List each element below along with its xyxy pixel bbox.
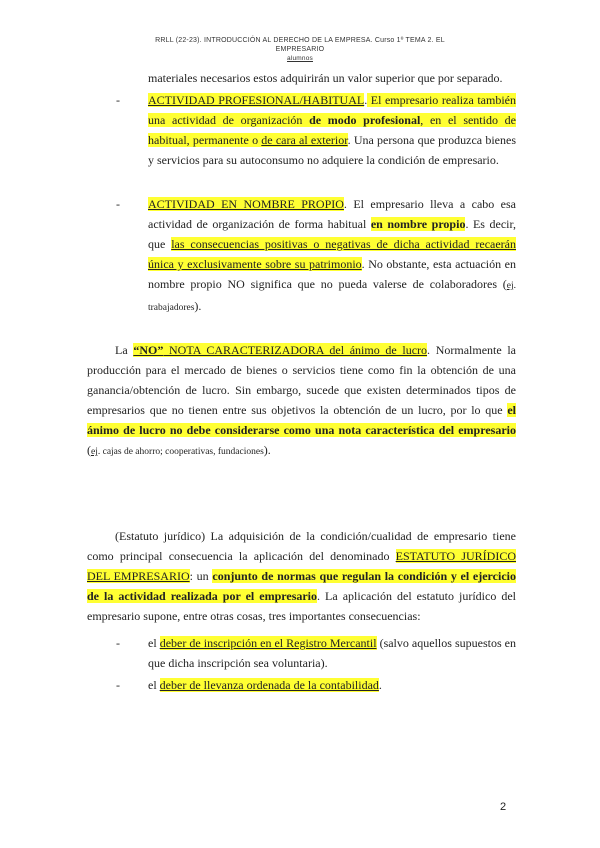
paragraph-estatuto-juridico: (Estatuto jurídico) La adquisición de la condición/cualidad de empresario tiene como principal consecuencia la aplicación del denominado ESTATUTO JURÍDICO DEL EMPRESARIO: un conjunto de normas que regulan la condición y el ejercicio de la actividad realizada por el empresario. La aplicación del estatuto jurídico del empresario supone, entre otras cosas, tres importantes consecuencias: [87, 529, 517, 623]
page-number: 2 [500, 801, 507, 813]
header-title: RRLL (22-23). INTRODUCCIÓN AL DERECHO DE LA EMPRESA. Curso 1º TEMA 2. EL EMPRESARIO [155, 37, 445, 53]
paragraph-continuation: materiales necesarios estos adquirirán un valor superior que por separado. [148, 71, 503, 85]
bullet-dash: - [116, 93, 120, 107]
bullet-actividad-nombre-propio: ACTIVIDAD EN NOMBRE PROPIO. El empresario lleva a cabo esa actividad de organización de forma habitual en nombre propio. Es decir, que las consecuencias positivas o negativas de dicha actividad recaerán única y exclusivamente sobre su patrimonio. No obstante, esta actuación en nombre propio NO significa que no pueda valerse de colaboradores (ej. trabajadores). [148, 197, 517, 313]
highlight-heading: ACTIVIDAD EN NOMBRE PROPIO [148, 197, 344, 211]
paragraph-animo-lucro: La “NO” NOTA CARACTERIZADORA del ánimo de lucro. Normalmente la producción para el mercado de bienes o servicios tiene como fin la obtención de una ganancia/obtención de lucro. Sin embargo, sucede que existen determinados tipos de empresarios que no tienen entre sus objetivos la obtención de un lucro, por lo que el ánimo de lucro no debe considerarse como una nota característica del empresario (ej. cajas de ahorro; cooperativas, fundaciones). [87, 343, 517, 457]
highlight-heading: ACTIVIDAD PROFESIONAL/HABITUAL [148, 93, 365, 107]
header-subtitle: alumnos [287, 55, 313, 62]
bullet-registro-mercantil: el deber de inscripción en el Registro Mercantil (salvo aquellos supuestos en que dicha inscripción sea voluntaria). [148, 636, 516, 670]
bullet-dash: - [116, 678, 120, 692]
page-header [150, 36, 450, 63]
bullet-dash: - [116, 197, 120, 211]
bullet-contabilidad: el deber de llevanza ordenada de la contabilidad. [148, 678, 382, 692]
bullet-dash: - [116, 636, 120, 650]
bullet-actividad-profesional: ACTIVIDAD PROFESIONAL/HABITUAL. El empresario realiza también una actividad de organización de modo profesional, en el sentido de habitual, permanente o de cara al exterior. Una persona que produzca bienes y servicios para su autoconsumo no adquiere la condición de empresario. [148, 93, 516, 167]
